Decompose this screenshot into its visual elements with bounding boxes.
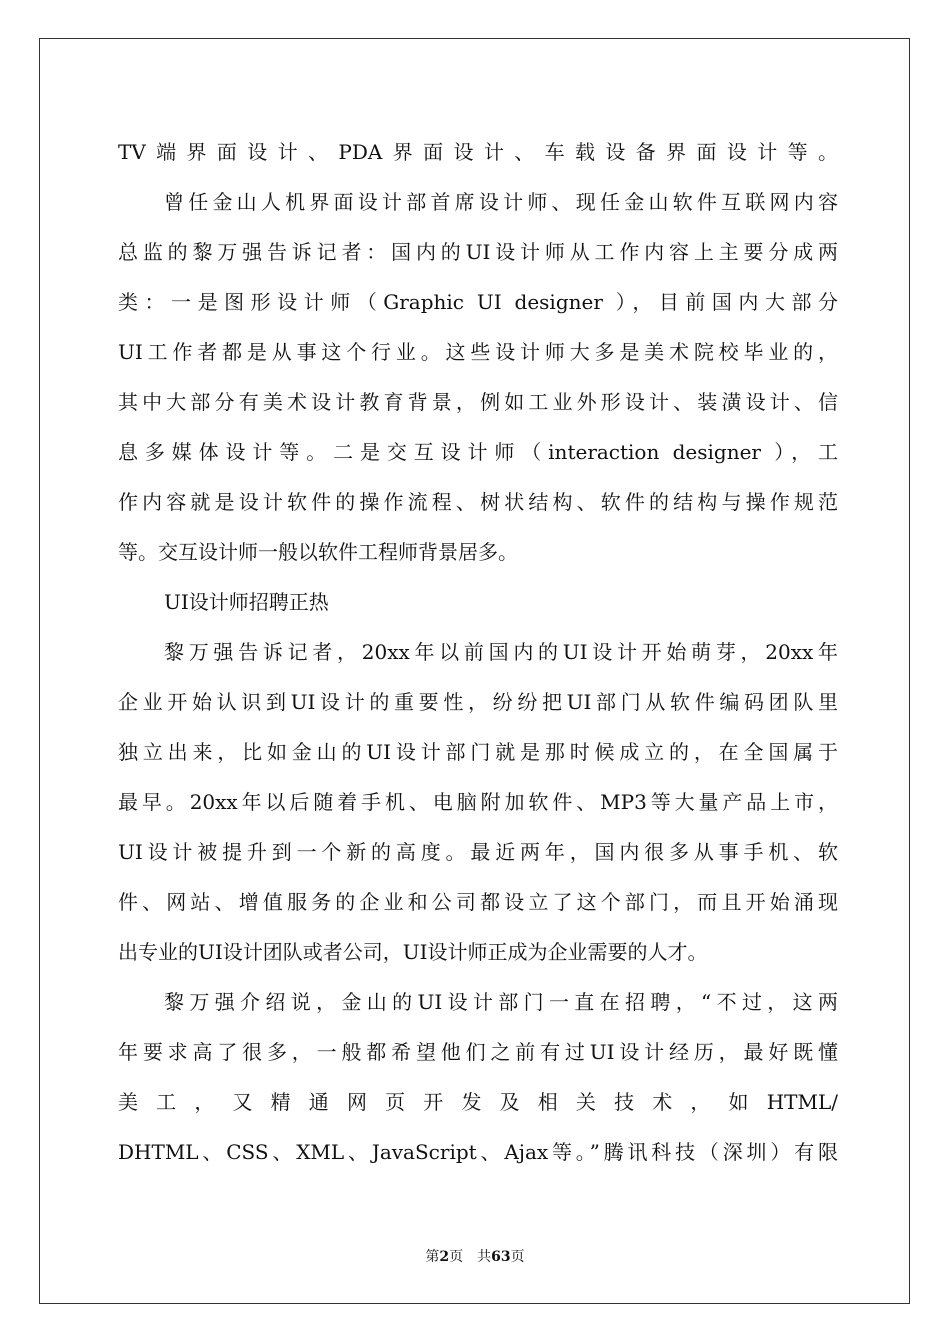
text-line: 作内容就是设计软件的操作流程、树状结构、软件的结构与操作规范	[118, 490, 838, 514]
page-prefix: 第	[425, 1249, 440, 1265]
text-line: 类：一是图形设计师（Graphic UI designer ），目前国内大部分	[118, 290, 838, 314]
text-line: 年要求高了很多，一般都希望他们之前有过UI设计经历，最好既懂	[118, 1040, 838, 1064]
page-footer	[0, 1246, 950, 1266]
total-suffix: 页	[510, 1249, 525, 1265]
text-line: 息多媒体设计等。二是交互设计师（interaction designer ），工	[118, 440, 838, 464]
text-line: 美 工 ， 又 精 通 网 页 开 发 及 相 关 技 术 ， 如 HTML/	[118, 1090, 838, 1114]
page-suffix: 页	[449, 1249, 464, 1265]
text-line: 最早。20xx年以后随着手机、电脑附加软件、MP3等大量产品上市，	[118, 790, 838, 814]
text-line: 独立出来，比如金山的UI设计部门就是那时候成立的，在全国属于	[118, 740, 838, 764]
paragraph-first-line: 黎万强介绍说，金山的UI设计部门一直在招聘，“不过，这两	[164, 990, 838, 1014]
text-line: TV端界面设计、PDA界面设计、车载设备界面设计等。	[118, 140, 838, 164]
text-line: UI设计被提升到一个新的高度。最近两年，国内很多从事手机、软	[118, 840, 838, 864]
text-line: 件、网站、增值服务的企业和公司都设立了这个部门，而且开始涌现	[118, 890, 838, 914]
text-line: 等。交互设计师一般以软件工程师背景居多。	[118, 540, 518, 564]
total-pages: 63	[491, 1249, 511, 1265]
total-prefix: 共	[477, 1249, 492, 1265]
document-body	[118, 127, 838, 1177]
text-line: DHTML、CSS、XML、JavaScript、Ajax等。”腾讯科技（深圳）有限	[118, 1140, 838, 1164]
text-line: UI工作者都是从事这个行业。这些设计师大多是美术院校毕业的，	[118, 340, 838, 364]
section-heading: UI设计师招聘正热	[164, 590, 329, 614]
text-line: 总监的黎万强告诉记者：国内的UI设计师从工作内容上主要分成两	[118, 240, 838, 264]
text-line: 企业开始认识到UI设计的重要性，纷纷把UI部门从软件编码团队里	[118, 690, 838, 714]
paragraph-first-line: 曾任金山人机界面设计部首席设计师、现任金山软件互联网内容	[164, 190, 838, 214]
text-line: 其中大部分有美术设计教育背景，例如工业外形设计、装潢设计、信	[118, 390, 838, 414]
paragraph-first-line: 黎万强告诉记者，20xx年以前国内的UI设计开始萌芽，20xx年	[164, 640, 838, 664]
text-line: 出专业的UI设计团队或者公司，UI设计师正成为企业需要的人才。	[118, 940, 708, 964]
page-number: 2	[439, 1249, 450, 1265]
